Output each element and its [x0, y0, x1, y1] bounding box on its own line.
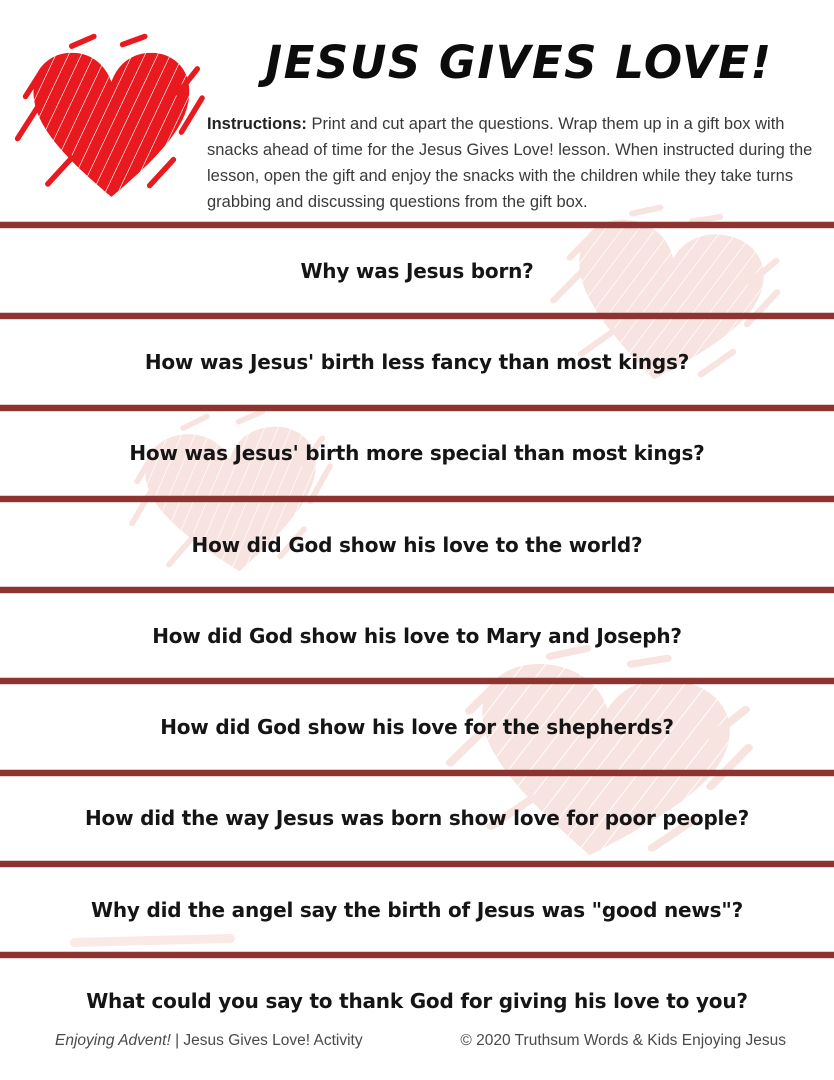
question-cell	[0, 867, 834, 952]
question-cell	[0, 411, 834, 496]
instructions-text: Print and cut apart the questions. Wrap them up in a gift box with snacks ahead of time for the Jesus Gives Love! lesson. When instructed during the lesson, open the gift and enjoy the snacks with the children while they take turns grabbing and discussing questions from the gift box.	[207, 115, 813, 211]
question-cell	[0, 593, 834, 678]
question-text: How was Jesus' birth more special than most kings?	[129, 441, 705, 466]
question-cell	[0, 502, 834, 587]
footer-copyright: © 2020 Truthsum Words & Kids Enjoying Jesus	[460, 1032, 786, 1049]
footer-activity-title: | Jesus Gives Love! Activity	[170, 1032, 363, 1049]
question-text: Why did the angel say the birth of Jesus was "good news"?	[91, 897, 743, 922]
question-band	[0, 313, 834, 404]
footer-left	[55, 1032, 363, 1050]
footer	[55, 1032, 786, 1050]
question-cell	[0, 776, 834, 861]
page-title: JESUS GIVES LOVE!	[265, 36, 773, 89]
question-list	[0, 222, 834, 1044]
question-band	[0, 587, 834, 678]
question-cell	[0, 684, 834, 769]
question-band	[0, 678, 834, 769]
question-cell	[0, 228, 834, 313]
question-band	[0, 952, 834, 1043]
question-band	[0, 496, 834, 587]
question-text: How did the way Jesus was born show love for poor people?	[85, 806, 749, 831]
question-text: How did God show his love to Mary and Joseph?	[152, 623, 682, 648]
question-cell	[0, 958, 834, 1043]
question-text: What could you say to thank God for giving his love to you?	[86, 989, 748, 1014]
question-band	[0, 222, 834, 313]
question-text: Why was Jesus born?	[300, 258, 534, 283]
instructions-label: Instructions:	[207, 115, 307, 133]
question-text: How did God show his love to the world?	[191, 532, 643, 557]
question-band	[0, 405, 834, 496]
question-band	[0, 861, 834, 952]
instructions-paragraph	[207, 111, 817, 215]
footer-series-title: Enjoying Advent!	[55, 1032, 171, 1049]
question-band	[0, 770, 834, 861]
heart-logo-icon	[8, 30, 218, 218]
question-cell	[0, 319, 834, 404]
question-text: How was Jesus' birth less fancy than most kings?	[144, 349, 690, 374]
question-text: How did God show his love for the shepherds?	[160, 715, 674, 740]
